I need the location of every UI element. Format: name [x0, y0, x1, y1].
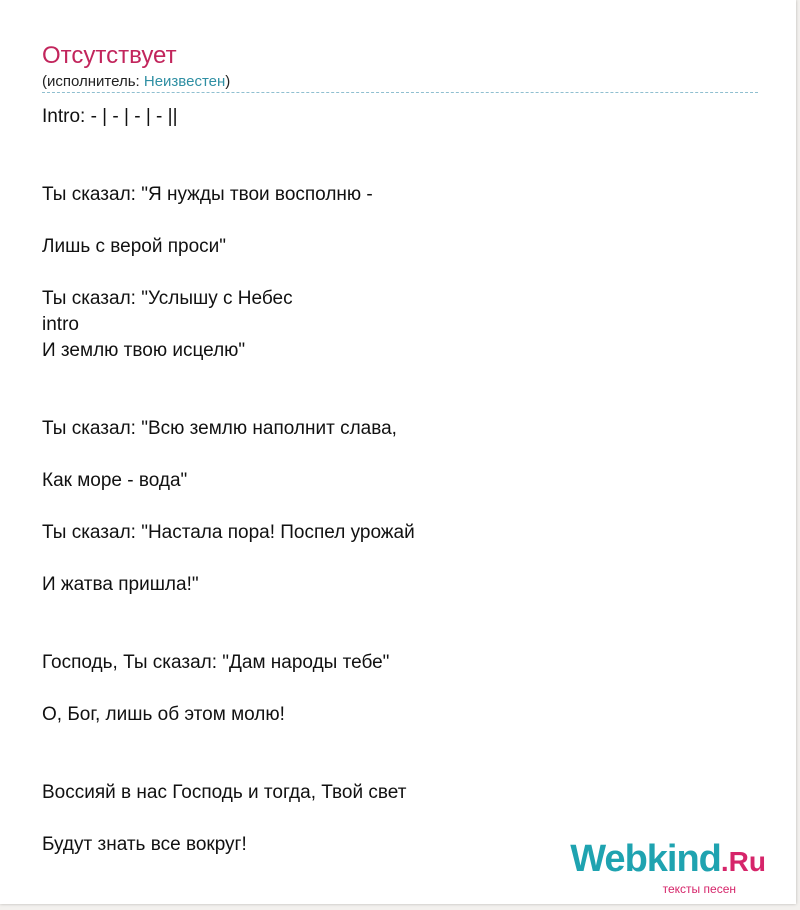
logo-brand: Webkind — [570, 838, 721, 880]
lyric-line: Господь, Ты сказал: "Дам народы тебе" — [42, 652, 390, 673]
lyric-line: intro — [42, 314, 79, 335]
lyric-line — [42, 156, 742, 182]
lyrics-body — [42, 104, 742, 858]
lyric-line: О, Бог, лишь об этом молю! — [42, 704, 285, 725]
lyric-line: Intro: - | - | - | - || — [42, 106, 178, 127]
lyric-line — [42, 598, 742, 624]
logo-tagline: тексты песен — [662, 882, 736, 896]
lyric-line: Лишь с верой проси" — [42, 236, 227, 257]
lyric-line — [42, 624, 742, 650]
lyric-line: Воссияй в нас Господь и тогда, Твой свет — [42, 782, 407, 803]
lyric-line: Будут знать все вокруг! — [42, 834, 247, 855]
lyric-line: Ты сказал: "Всю землю наполнит слава, — [42, 418, 397, 439]
lyric-line — [42, 130, 742, 156]
logo-tld: .Ru — [720, 846, 766, 877]
artist-link[interactable]: Неизвестен — [143, 73, 226, 90]
lyric-line: Как море - вода" — [42, 470, 188, 491]
artist-prefix: (исполнитель: — [42, 73, 144, 90]
song-title: Отсутствует — [42, 42, 177, 69]
lyric-line — [42, 806, 742, 832]
lyric-line — [42, 208, 742, 234]
webkind-logo — [570, 838, 766, 896]
lyric-line: И землю твою исцелю" — [42, 340, 246, 361]
lyric-line: Ты сказал: "Услышу с Небес — [42, 288, 293, 309]
lyric-line: Ты сказал: "Я нужды твои восполню - — [42, 184, 373, 205]
lyric-line — [42, 260, 742, 286]
logo-wordmark — [570, 839, 766, 882]
artist-line — [42, 72, 230, 92]
lyric-line — [42, 442, 742, 468]
lyric-line — [42, 390, 742, 416]
lyric-line: Ты сказал: "Настала пора! Поспел урожай — [42, 522, 415, 543]
lyric-line: И жатва пришла!" — [42, 574, 199, 595]
lyric-line — [42, 754, 742, 780]
title-divider — [42, 92, 758, 93]
artist-suffix: ) — [225, 73, 231, 90]
lyric-line — [42, 676, 742, 702]
lyric-line — [42, 494, 742, 520]
lyric-line — [42, 546, 742, 572]
lyric-line — [42, 364, 742, 390]
lyric-line — [42, 728, 742, 754]
